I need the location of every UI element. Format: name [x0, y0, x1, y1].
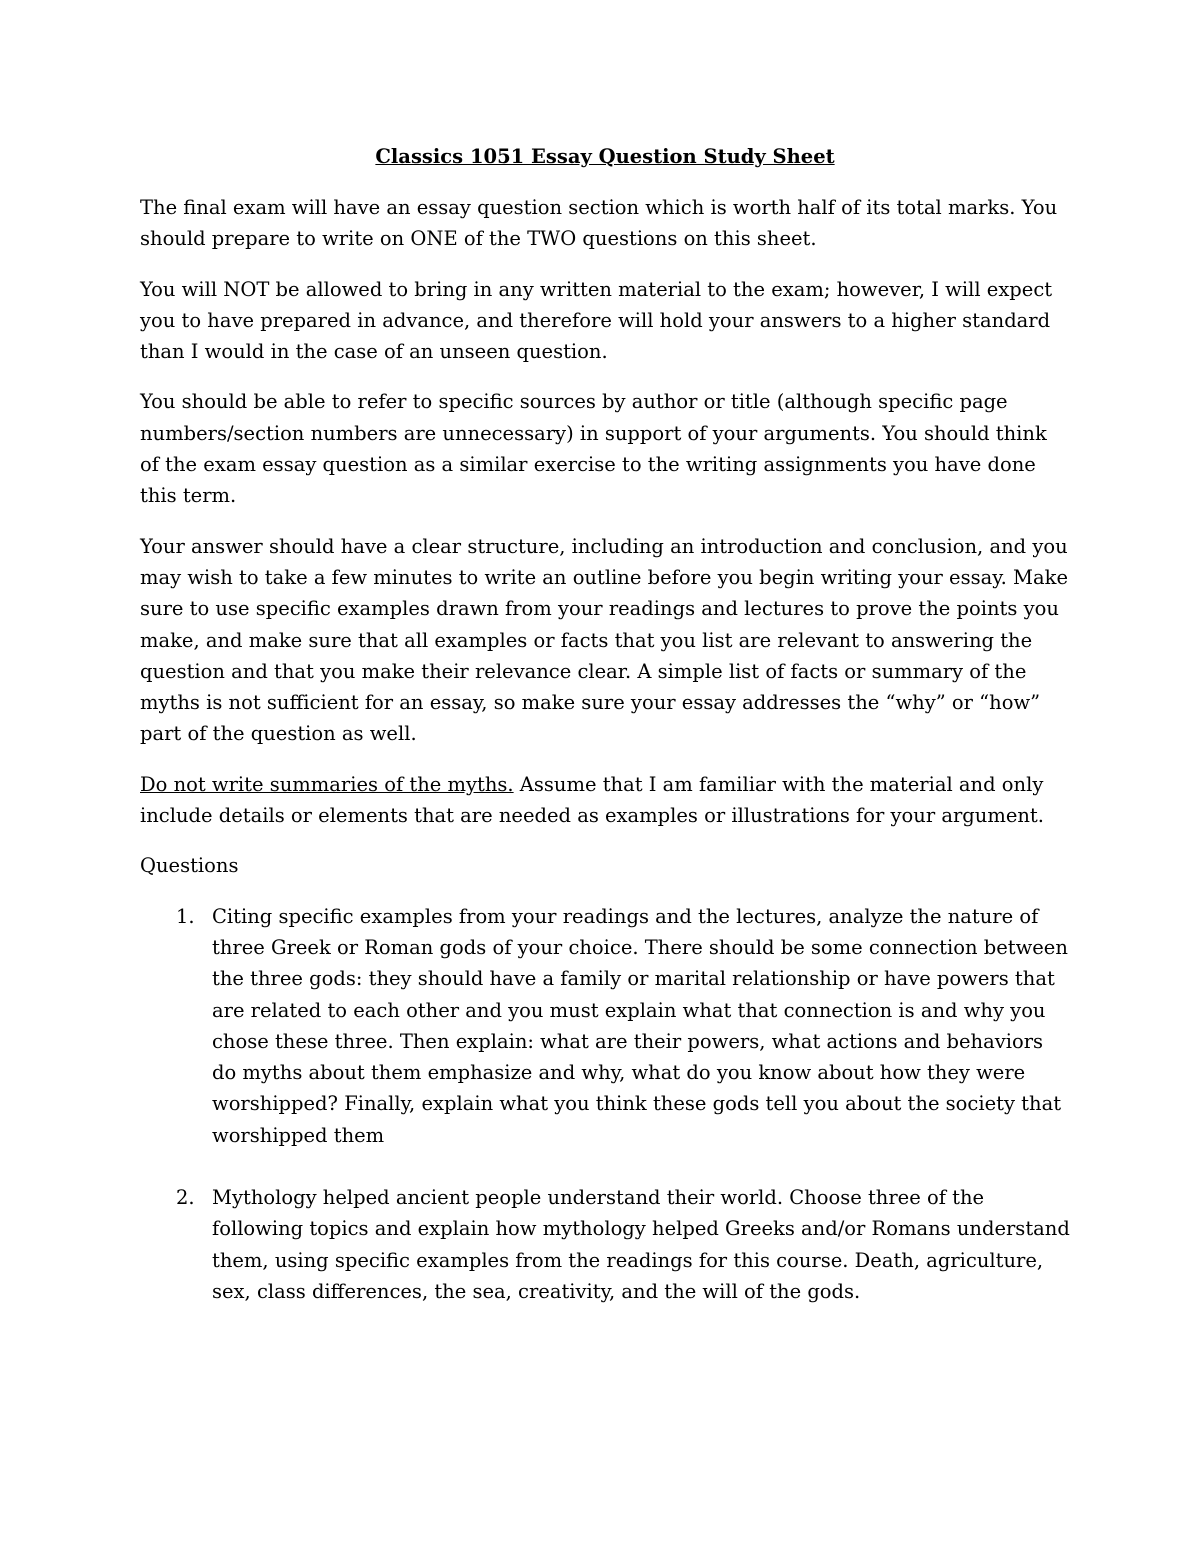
- warning-rest: Assume that I am familiar with the material and only include details or elements that are needed as examples or illustrations for your argument.: [140, 772, 1044, 828]
- question-item: [140, 1182, 1070, 1307]
- paragraph-structure: Your answer should have a clear structure, including an introduction and conclusion, and you may wish to take a few minutes to write an outline before you begin writing your essay. Make sure to use specific examples drawn from your readings and lectures to prove the points you make, and make sure that all examples or facts that you list are relevant to answering the question and that you make their relevance clear. A simple list of facts or summary of the myths is not sufficient for an essay, so make sure your essay addresses the “why” or “how” part of the question as well.: [140, 534, 1069, 746]
- question-number: 1.: [176, 904, 195, 928]
- paragraph-written-material: You will NOT be allowed to bring in any written material to the exam; however, I will expect you to have prepared in advance, and therefore will hold your answers to a higher standard than I would in the case of an unseen question.: [140, 277, 1053, 364]
- paragraph-exam-format: The final exam will have an essay question section which is worth half of its total marks. You should prepare to write on ONE of the TWO questions on this sheet.: [140, 196, 1058, 251]
- paragraph-sources: You should be able to refer to specific sources by author or title (although specific page numbers/section numbers are unnecessary) in support of your arguments. You should think of the exam essay question as a similar exercise to the writing assignments you have done this term.: [140, 390, 1047, 508]
- question-number: 2.: [176, 1186, 195, 1210]
- question-text: Mythology helped ancient people understand their world. Choose three of the following topics and explain how mythology helped Greeks and/or Romans understand them, using specific examples from the readings for this course. Death, agriculture, sex, class differences, the sea, creativity, and the will of the gods.: [212, 1186, 1070, 1303]
- question-item: [140, 901, 1070, 1151]
- warning-underlined: Do not write summaries of the myths.: [140, 772, 514, 796]
- document-title: Classics 1051 Essay Question Study Sheet: [375, 145, 835, 168]
- questions-heading: Questions: [140, 854, 239, 878]
- document-page: [140, 140, 1070, 1338]
- question-text: Citing specific examples from your readings and the lectures, analyze the nature of three Greek or Roman gods of your choice. There should be some connection between the three gods: they should have a family or marital relationship or have powers that are related to each other and you must explain what that connection is and why you chose these three. Then explain: what are their powers, what actions and behaviors do myths about them emphasize and why, what do you know about how they were worshipped? Finally, explain what you think these gods tell you about the society that worshipped them: [212, 904, 1068, 1147]
- questions-list: [140, 901, 1070, 1308]
- paragraph-warning: [140, 769, 1070, 832]
